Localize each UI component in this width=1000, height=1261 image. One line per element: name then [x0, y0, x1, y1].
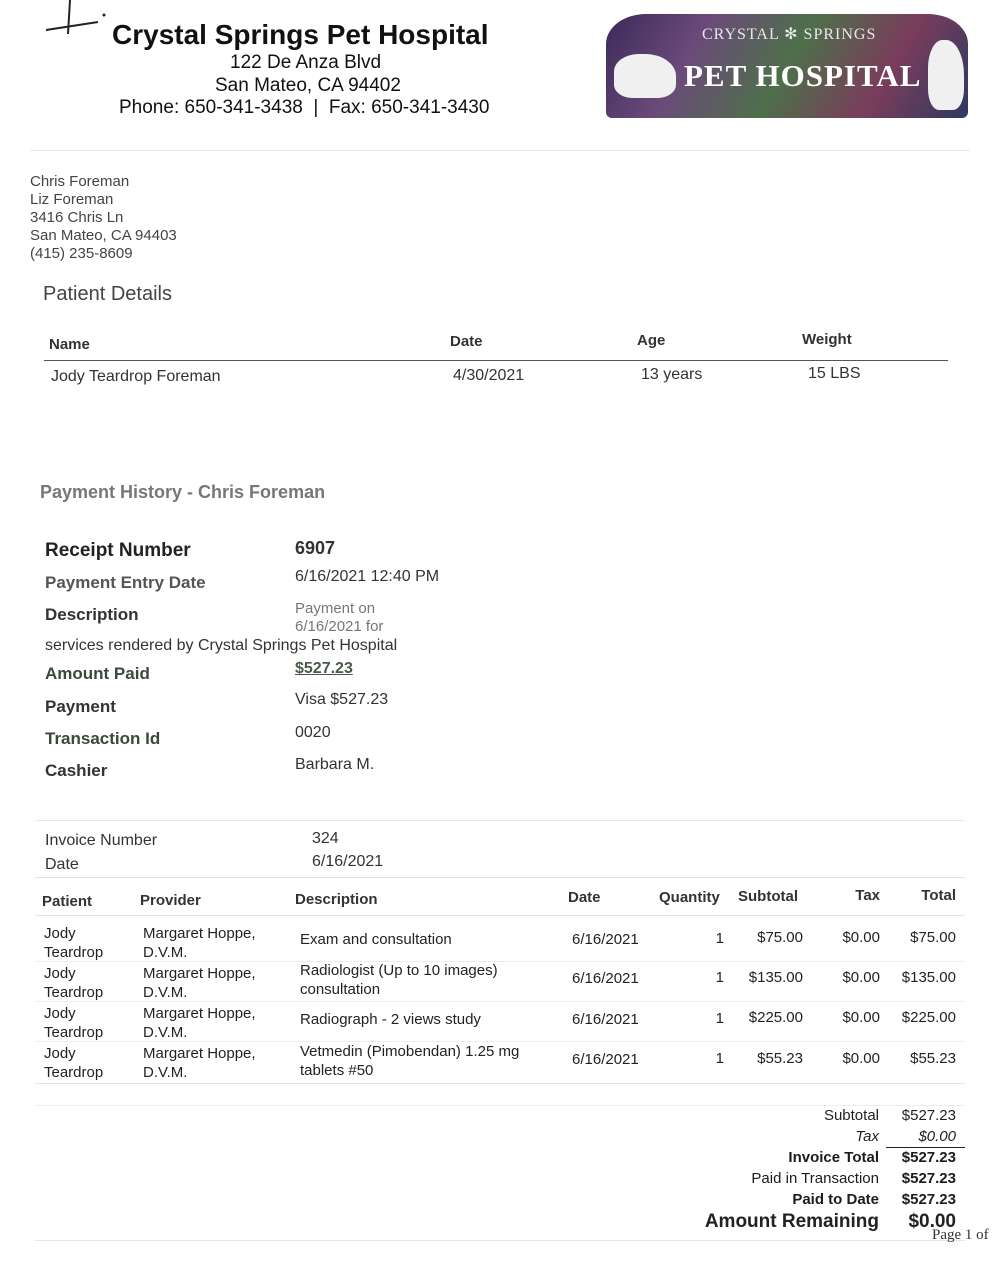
paid-to-date-value: $527.23 — [901, 1191, 956, 1208]
patient-header-name: Name — [49, 336, 90, 353]
payment-method-label: Payment — [45, 697, 116, 716]
subtotal-value: $527.23 — [901, 1107, 956, 1124]
table-row-quantity: 1 — [715, 930, 724, 947]
tax-value: $0.00 — [918, 1128, 956, 1145]
invoice-header-provider: Provider — [140, 892, 201, 909]
amount-remaining-value: $0.00 — [908, 1211, 956, 1232]
payment-history-heading: Payment History - Chris Foreman — [40, 482, 326, 502]
paid-to-date-label: Paid to Date — [792, 1191, 879, 1208]
invoice-date-value: 6/16/2021 — [312, 853, 384, 870]
clinic-phone-fax: Phone: 650-341-3438 | Fax: 650-341-3430 — [119, 97, 490, 118]
patient-header-age: Age — [637, 332, 666, 349]
table-row-date: 6/16/2021 — [572, 931, 639, 948]
clinic-name: Crystal Springs Pet Hospital — [112, 19, 489, 50]
clinic-logo — [606, 14, 968, 118]
table-row-provider: Margaret Hoppe, D.V.M. — [143, 965, 256, 1001]
invoice-date-label: Date — [45, 856, 79, 873]
client-address — [30, 173, 177, 263]
table-row-provider: Margaret Hoppe, D.V.M. — [143, 1045, 256, 1081]
client-line: 3416 Chris Ln — [30, 209, 124, 226]
patient-date: 4/30/2021 — [453, 367, 525, 384]
invoice-total-label: Invoice Total — [788, 1149, 879, 1166]
amount-remaining-label: Amount Remaining — [704, 1211, 879, 1232]
table-row-tax: $0.00 — [842, 1050, 880, 1067]
table-row-tax: $0.00 — [842, 969, 880, 986]
patient-age: 13 years — [641, 366, 703, 383]
table-row-patient: Jody Teardrop — [44, 1005, 104, 1041]
client-line: Chris Foreman — [30, 173, 130, 190]
paid-in-transaction-label: Paid in Transaction — [751, 1170, 879, 1187]
table-row-description: Radiologist (Up to 10 images) consultation — [300, 962, 498, 998]
dog-left-icon — [614, 54, 676, 98]
table-row-total: $55.23 — [910, 1050, 956, 1067]
table-row-tax: $0.00 — [842, 1009, 880, 1026]
invoice-header-quantity: Quantity — [659, 889, 720, 906]
table-row-date: 6/16/2021 — [572, 1011, 639, 1028]
table-row-provider: Margaret Hoppe, D.V.M. — [143, 1005, 256, 1041]
table-row-date: 6/16/2021 — [572, 1051, 639, 1068]
table-row-subtotal: $225.00 — [748, 1009, 803, 1026]
description-line: Payment on — [295, 600, 376, 617]
table-row-subtotal: $55.23 — [757, 1050, 803, 1067]
receipt-number-value: 6907 — [295, 538, 336, 558]
patient-header-weight: Weight — [802, 331, 852, 348]
client-line: San Mateo, CA 94403 — [30, 227, 177, 244]
logo-top-text: CRYSTAL ✻ SPRINGS — [702, 26, 877, 43]
invoice-header-total: Total — [921, 887, 956, 904]
tax-label: Tax — [855, 1128, 879, 1145]
payment-method-value: Visa $527.23 — [295, 691, 389, 708]
invoice-header-description: Description — [295, 891, 378, 908]
table-row-quantity: 1 — [715, 1010, 724, 1027]
patient-weight: 15 LBS — [808, 365, 861, 382]
table-row-description: Exam and consultation — [300, 931, 452, 948]
description-line: 6/16/2021 for — [295, 618, 384, 635]
table-row-subtotal: $135.00 — [748, 969, 803, 986]
page-number: Page 1 of — [932, 1227, 989, 1243]
invoice-total-value: $527.23 — [901, 1149, 956, 1166]
table-row-total: $75.00 — [910, 929, 956, 946]
patient-header-date: Date — [450, 333, 483, 350]
invoice-header-date: Date — [568, 889, 601, 906]
cashier-value: Barbara M. — [295, 756, 375, 773]
logo-main-text: PET HOSPITAL — [684, 58, 922, 93]
client-line: (415) 235-8609 — [30, 245, 133, 262]
table-row-total: $135.00 — [901, 969, 956, 986]
payment-entry-date-value: 6/16/2021 12:40 PM — [295, 568, 440, 585]
amount-paid-label: Amount Paid — [45, 664, 150, 683]
description-line-services: services rendered by Crystal Springs Pet Hospital — [45, 637, 398, 654]
invoice-number-label: Invoice Number — [45, 832, 158, 849]
transaction-id-label: Transaction Id — [45, 729, 161, 748]
amount-paid-value: $527.23 — [295, 660, 353, 677]
invoice-number-value: 324 — [312, 830, 339, 847]
cashier-label: Cashier — [45, 761, 108, 780]
table-row-date: 6/16/2021 — [572, 970, 639, 987]
receipt-number-label: Receipt Number — [45, 540, 191, 561]
patient-details-heading: Patient Details — [43, 283, 172, 305]
description-value — [295, 600, 383, 636]
patient-name: Jody Teardrop Foreman — [51, 368, 221, 385]
table-row-description: Vetmedin (Pimobendan) 1.25 mg tablets #50 — [300, 1043, 520, 1079]
dog-right-icon — [928, 40, 964, 110]
client-line: Liz Foreman — [30, 191, 114, 208]
subtotal-label: Subtotal — [823, 1107, 879, 1124]
invoice-header-patient: Patient — [42, 893, 93, 910]
table-row-description: Radiograph - 2 views study — [300, 1011, 481, 1028]
paid-in-transaction-value: $527.23 — [901, 1170, 956, 1187]
table-row-quantity: 1 — [715, 1050, 724, 1067]
table-row-total: $225.00 — [901, 1009, 956, 1026]
table-row-patient: Jody Teardrop — [44, 1045, 104, 1081]
table-row-patient: Jody Teardrop — [44, 925, 104, 961]
payment-entry-date-label: Payment Entry Date — [45, 573, 206, 592]
table-row-patient: Jody Teardrop — [44, 965, 104, 1001]
table-row-subtotal: $75.00 — [757, 929, 803, 946]
invoice-header-tax: Tax — [855, 887, 880, 904]
clinic-city: San Mateo, CA 94402 — [215, 75, 401, 96]
clinic-street: 122 De Anza Blvd — [230, 52, 382, 73]
table-row-provider: Margaret Hoppe, D.V.M. — [143, 925, 256, 961]
table-row-quantity: 1 — [715, 969, 724, 986]
table-row-tax: $0.00 — [842, 929, 880, 946]
invoice-header-subtotal: Subtotal — [738, 888, 798, 905]
pen-mark — [40, 0, 110, 40]
description-label: Description — [45, 605, 139, 624]
transaction-id-value: 0020 — [295, 724, 331, 741]
